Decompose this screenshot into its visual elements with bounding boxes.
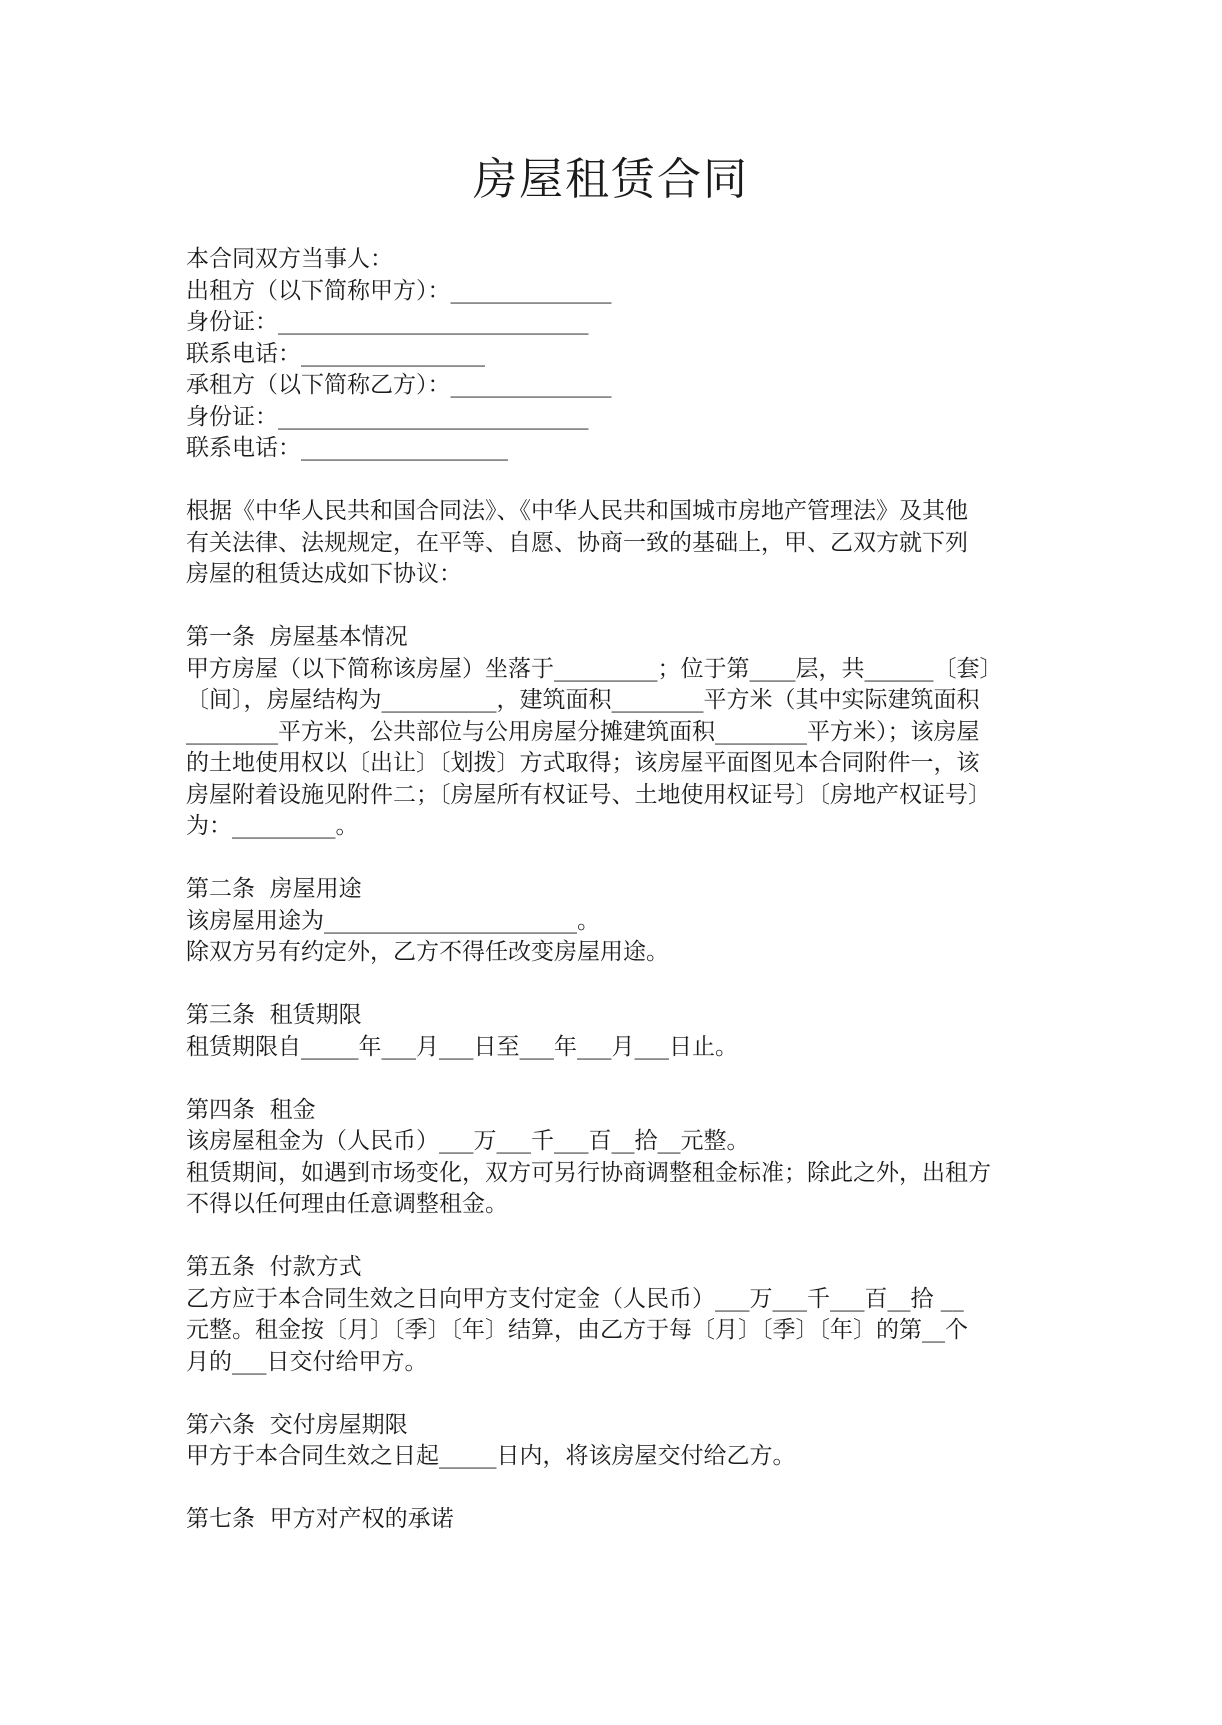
article-heading: 第六条 交付房屋期限 bbox=[186, 1411, 408, 1438]
article-heading: 第三条 租赁期限 bbox=[186, 1002, 362, 1028]
article-heading: 第五条 付款方式 bbox=[186, 1254, 362, 1280]
article-line: 除双方另有约定外，乙方不得任改变房屋用途。 bbox=[186, 939, 669, 965]
article-heading: 第四条 租金 bbox=[186, 1096, 316, 1123]
article-heading: 第一条 房屋基本情况 bbox=[186, 624, 408, 650]
article-4 bbox=[186, 1095, 1046, 1221]
article-line: 元整。租金按〔月〕〔季〕〔年〕结算，由乙方于每〔月〕〔季〕〔年〕的第__个 bbox=[186, 1317, 968, 1343]
lessee-phone-field: 联系电话：__________________ bbox=[186, 435, 508, 461]
article-line: 为：_________。 bbox=[186, 813, 359, 839]
article-line: 月的___日交付给甲方。 bbox=[186, 1348, 428, 1375]
parties-section bbox=[186, 244, 1046, 465]
article-line: 乙方应于本合同生效之日向甲方支付定金（人民币）___万___千___百__拾 __ bbox=[186, 1285, 964, 1312]
article-heading: 第七条 甲方对产权的承诺 bbox=[186, 1506, 454, 1532]
lessee-name-field: 承租方（以下简称乙方）：______________ bbox=[186, 372, 612, 398]
document-body bbox=[186, 244, 1046, 1536]
article-line: 租赁期限自_____年___月___日至___年___月___日止。 bbox=[186, 1033, 738, 1060]
article-line: 甲方房屋（以下简称该房屋）坐落于_________；位于第____层，共______〔套〕 bbox=[186, 655, 1003, 682]
preamble-line: 房屋的租赁达成如下协议： bbox=[186, 561, 462, 587]
article-line: 租赁期间，如遇到市场变化，双方可另行协商调整租金标准；除此之外，出租方 bbox=[186, 1159, 991, 1186]
article-line: 该房屋租金为（人民币）___万___千___百__拾__元整。 bbox=[186, 1128, 750, 1154]
lessor-phone-field: 联系电话：________________ bbox=[186, 340, 485, 367]
preamble-line: 有关法律、法规规定，在平等、自愿、协商一致的基础上，甲、乙双方就下列 bbox=[186, 529, 968, 556]
article-line: 该房屋用途为______________________。 bbox=[186, 907, 600, 934]
article-1 bbox=[186, 622, 1046, 843]
article-line: 的土地使用权以〔出让〕〔划拨〕方式取得；该房屋平面图见本合同附件一，该 bbox=[186, 750, 980, 776]
lessor-id-field: 身份证：___________________________ bbox=[186, 309, 589, 335]
preamble-section bbox=[186, 496, 1046, 591]
preamble-line: 根据《中华人民共和国合同法》、《中华人民共和国城市房地产管理法》及其他 bbox=[186, 498, 968, 524]
article-line: 甲方于本合同生效之日起_____日内，将该房屋交付给乙方。 bbox=[186, 1443, 796, 1469]
article-5 bbox=[186, 1252, 1046, 1378]
article-7 bbox=[186, 1504, 1046, 1536]
article-line: 房屋附着设施见附件二；〔房屋所有权证号、土地使用权证号〕〔房地产权证号〕 bbox=[186, 781, 991, 808]
article-line: 〔间〕，房屋结构为__________，建筑面积________平方米（其中实际建筑面积 bbox=[186, 687, 980, 713]
article-line: 不得以任何理由任意调整租金。 bbox=[186, 1191, 508, 1217]
article-6 bbox=[186, 1410, 1046, 1473]
article-heading: 第二条 房屋用途 bbox=[186, 876, 362, 902]
parties-intro: 本合同双方当事人： bbox=[186, 246, 393, 272]
document-title: 房屋租赁合同 bbox=[473, 154, 749, 205]
article-line: ________平方米，公共部位与公用房屋分摊建筑面积________平方米）；该房屋 bbox=[186, 718, 980, 745]
article-2 bbox=[186, 874, 1046, 969]
article-3 bbox=[186, 1000, 1046, 1063]
lessee-id-field: 身份证：___________________________ bbox=[186, 403, 589, 430]
lessor-name-field: 出租方（以下简称甲方）：______________ bbox=[186, 277, 612, 304]
